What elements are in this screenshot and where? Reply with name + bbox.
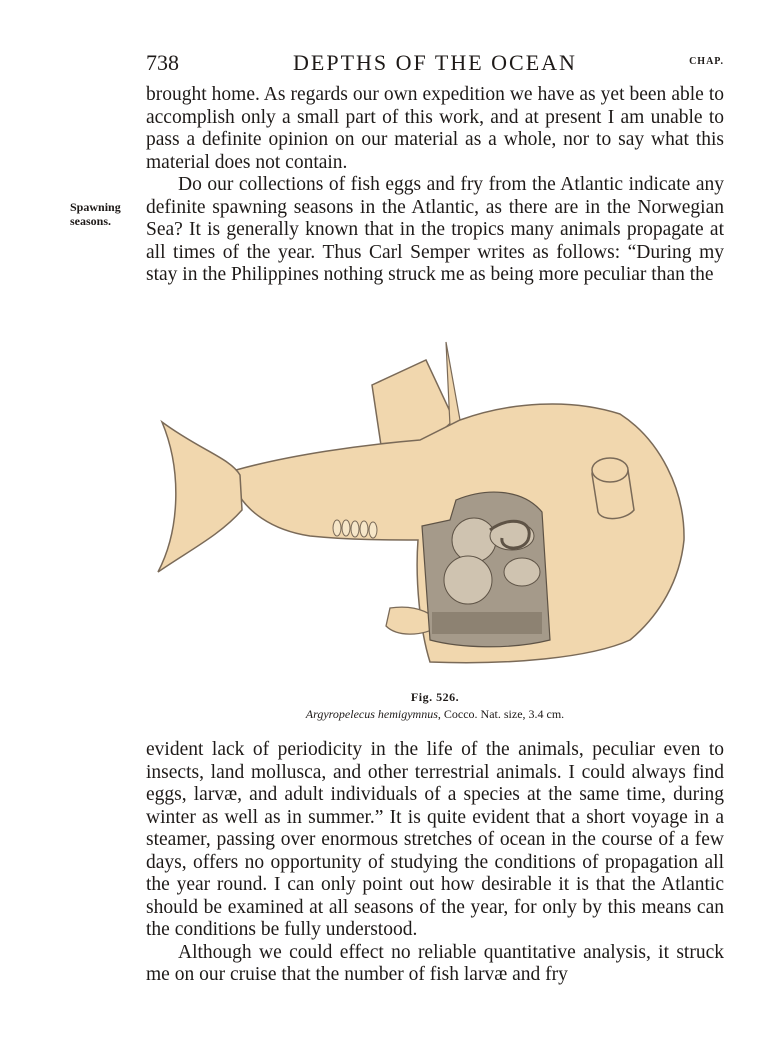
- paragraph-continuation: brought home. As regards our own expedition we have as yet been able to accomplish only a small part of this work, and at present I am unable to pass a definite opinion on our material as a whole, nor to say what this material does not contain.: [146, 84, 724, 173]
- running-title: DEPTHS OF THE OCEAN: [293, 50, 577, 75]
- figure-fish-illustration: [150, 340, 710, 680]
- figure-label: Fig. 526.: [410, 690, 460, 704]
- body-text-bottom: [146, 739, 724, 987]
- page-number: 738: [146, 50, 179, 75]
- figure-caption-rest: , Cocco. Nat. size, 3.4 cm.: [437, 707, 565, 721]
- figure-species-name: Argyropelecus hemigymnus: [305, 707, 438, 721]
- page-header: [146, 46, 724, 80]
- margin-note-spawning-seasons: Spawning seasons.: [70, 200, 121, 228]
- tail-fin: [158, 422, 242, 572]
- paragraph-semper-quote-continuation: evident lack of periodicity in the life of the animals, peculiar even to insects, land mollusca, and other terrestrial animals. I could always find eggs, larvæ, and adult individuals of a species at the same time, during winter as well as in summer.” It is quite evident that a short voyage in a steamer, passing over enormous stretches of ocean in the course of a few days, offers no opportunity of studying the conditions of propagation all the year round. I can only point out how desirable it is that the Atlantic should be examined at all seasons of the year, for only by this means can the conditions be fully understood.: [146, 739, 724, 940]
- fish-eye: [592, 458, 634, 519]
- chapter-label: CHAP.: [689, 56, 724, 67]
- fish-illustration: [150, 340, 710, 680]
- paragraph-spawning-seasons: Do our collections of fish eggs and fry from the Atlantic indicate any definite spawning seasons in the Atlantic, as there are in the Norwegian Sea? It is generally known that in the tropics many animals propagate at all times of the year. Thus Carl Semper writes as follows: “During my stay in the Philippines nothing struck me as being more peculiar than the: [146, 174, 724, 285]
- figure-caption: [146, 707, 724, 722]
- paragraph-quantitative-analysis: Although we could effect no reliable quantitative analysis, it struck me on our cruise that the number of fish larvæ and fry: [146, 941, 724, 985]
- body-text-top: [146, 84, 724, 287]
